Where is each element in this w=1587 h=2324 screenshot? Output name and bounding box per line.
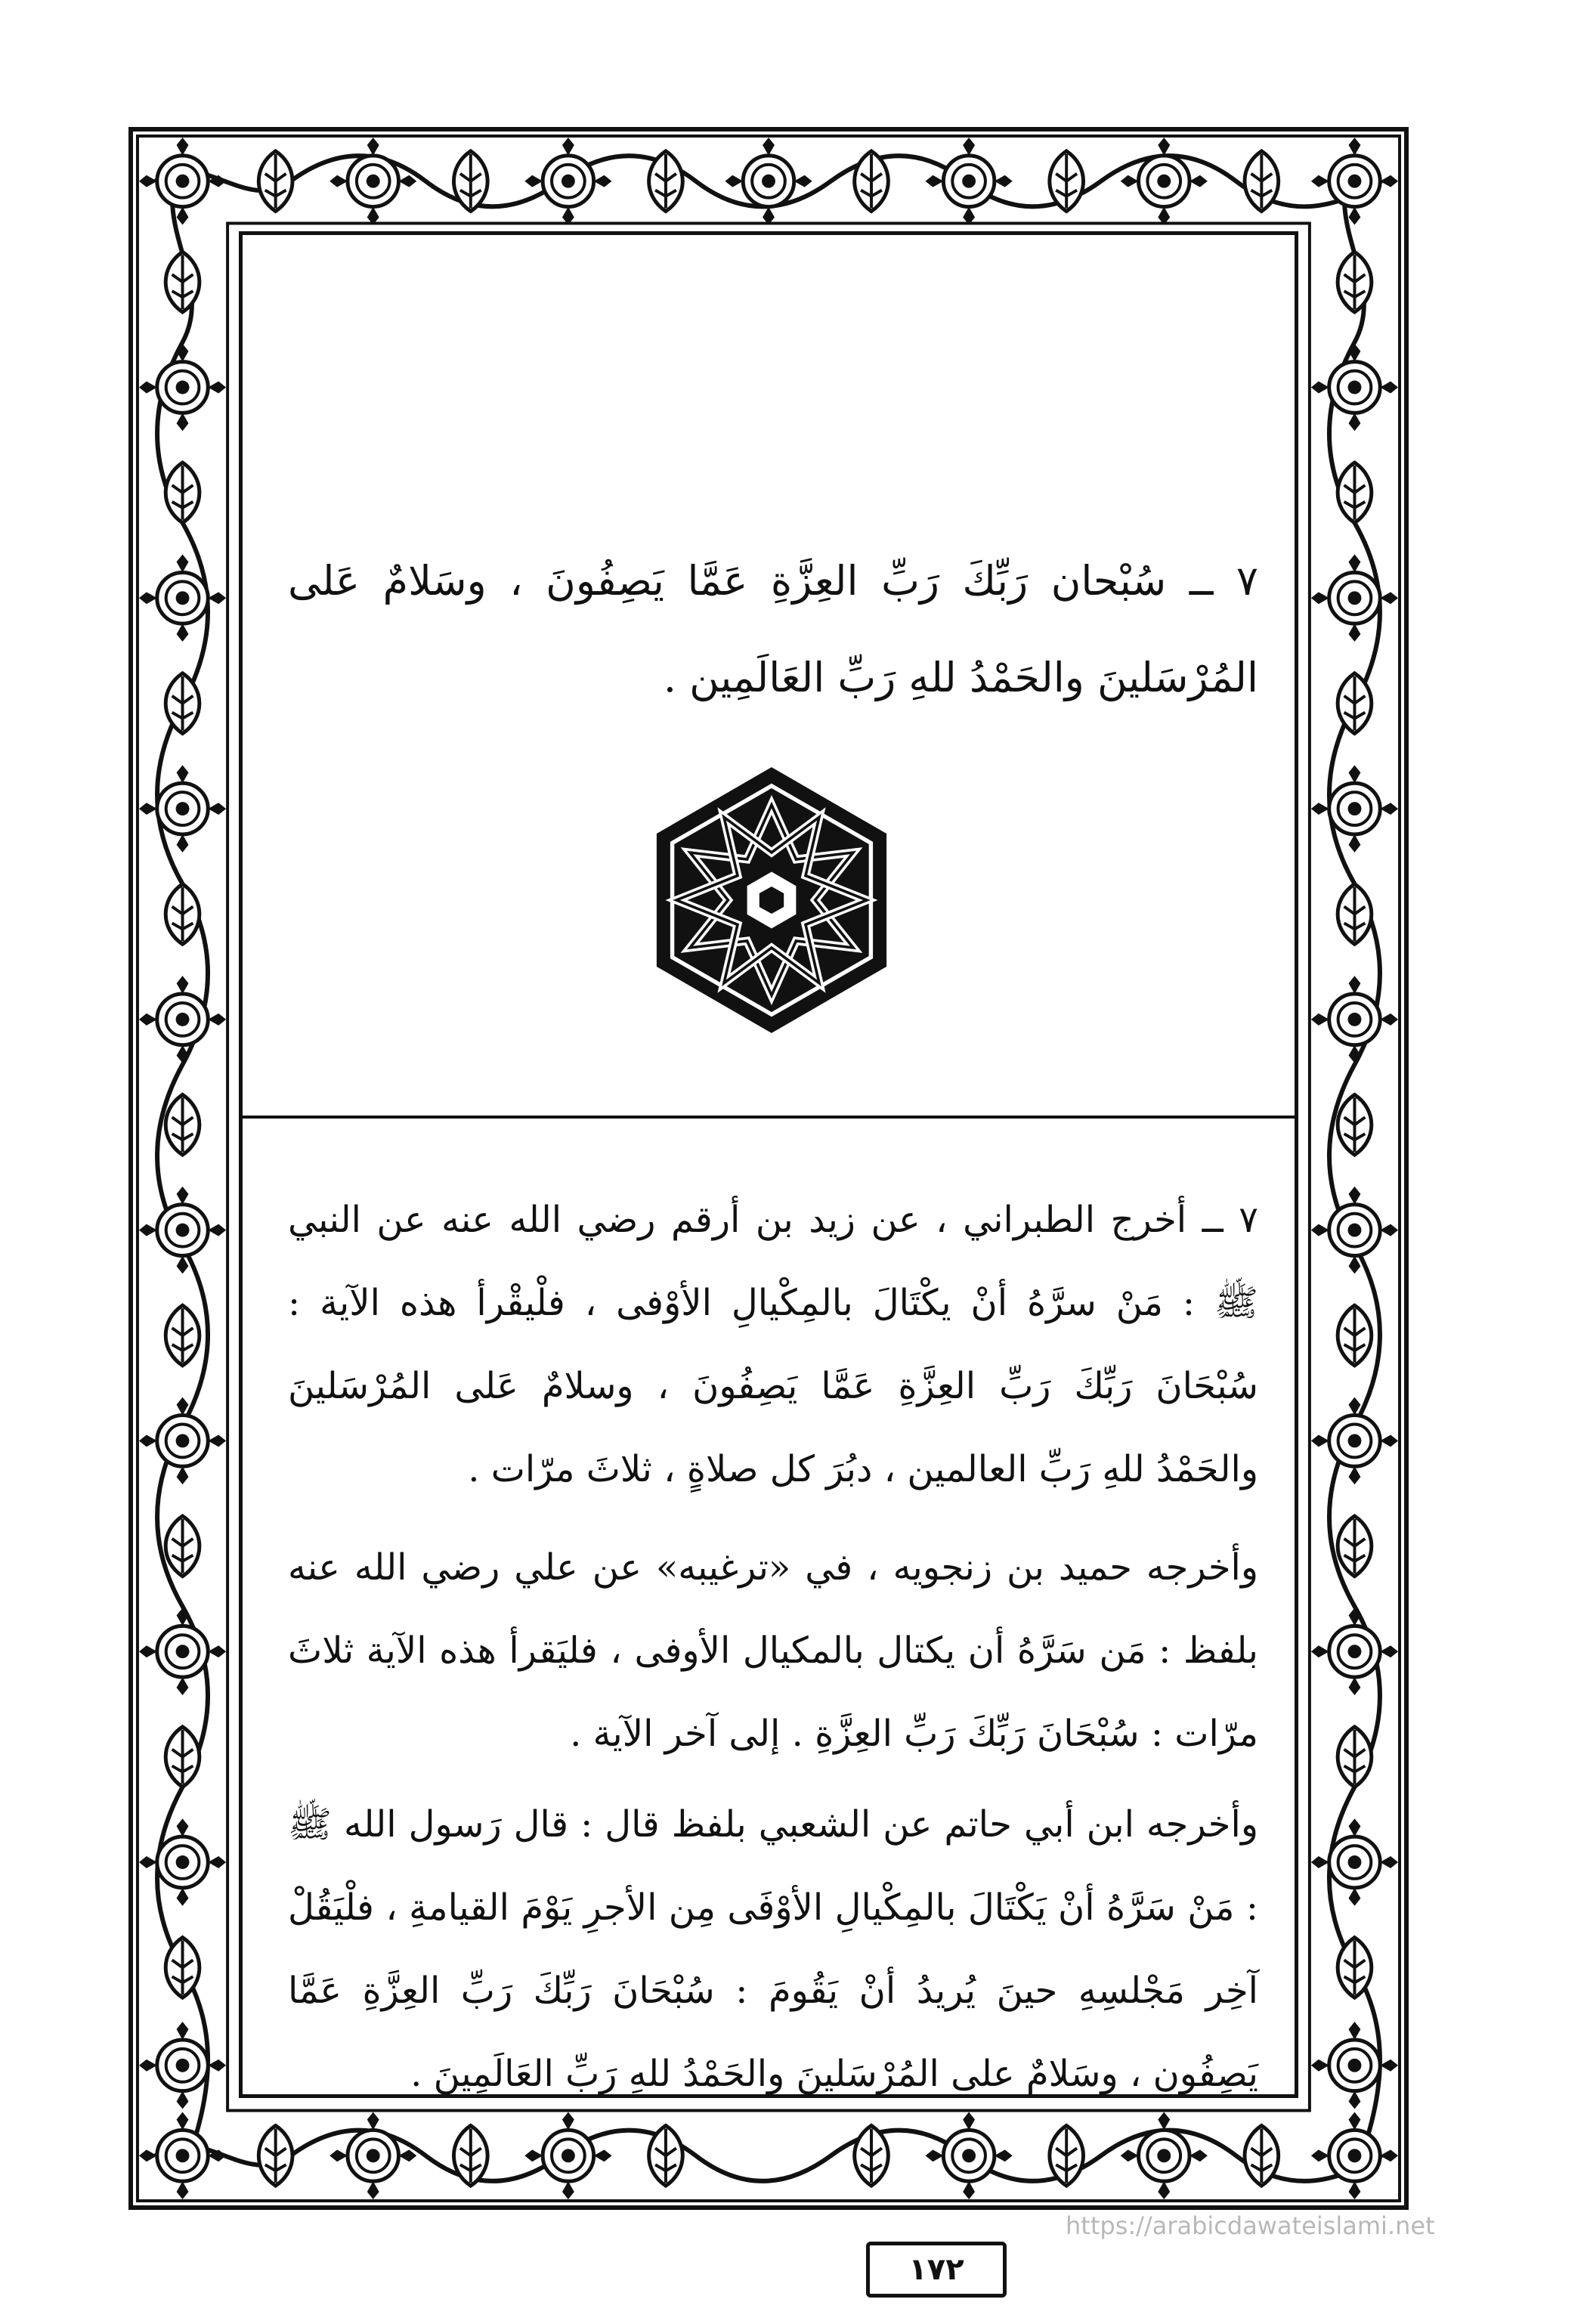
- hadith-paragraph: وأخرجه حميد بن زنجويه ، في «ترغيبه» عن علي رضي الله عنه بلفظ : مَن سَرَّهُ أن يكتال بالمكيال الأوفى ، فليَقرأ هذه الآية ثلاثَ مرّات : سُبْحَانَ رَبِّكَ رَبِّ العِزَّةِ . إلى آخر الآية .: [288, 1546, 1258, 1755]
- content-panel: [239, 231, 1298, 2098]
- section-divider: [243, 1116, 1295, 1119]
- page-number: ١٧٢: [866, 2242, 1007, 2298]
- top-verse: ٧ ــ سُبْحان رَبِّكَ رَبِّ العِزَّةِ عَمَّا يَصِفُونَ ، وسَلامٌ عَلى المُرْسَلينَ والحَمْدُ للهِ رَبِّ العَالَمِين .: [288, 557, 1258, 701]
- watermark-url: https://arabicdawateislami.net: [1066, 2211, 1435, 2240]
- hadith-paragraph: وأخرجه ابن أبي حاتم عن الشعبي بلفظ قال : قال رَسول الله ﷺ : مَنْ سَرَّهُ أنْ يَكْتَالَ بالمِكْيالِ الأوْفَى مِن الأجرِ يَوْمَ القيامةِ ، فلْيَقُلْ آخِر مَجْلسِهِ حينَ يُريدُ أنْ يَقُومَ : سُبْحَانَ رَبِّكَ رَبِّ العِزَّةِ عَمَّا يَصِفُون ، وسَلامٌ على المُرْسَلينَ والحَمْدُ للهِ رَبِّ العَالَمِينَ .: [288, 1803, 1258, 2095]
- hadith-paragraph: ٧ ــ أخرج الطبراني ، عن زيد بن أرقم رضي الله عنه عن النبي ﷺ : مَنْ سرَّهُ أنْ يكْتَالَ بالمِكْيالِ الأوْفى ، فلْيقْرأ هذه الآية : سُبْحَانَ رَبِّكَ رَبِّ العِزَّةِ عَمَّا يَصِفُونَ ، وسلامٌ عَلى المُرْسَلينَ والحَمْدُ للهِ رَبِّ العالمين ، دبُرَ كل صلاةٍ ، ثلاثَ مرّات .: [288, 1199, 1258, 1490]
- geometric-star-ornament-icon: [636, 764, 908, 1036]
